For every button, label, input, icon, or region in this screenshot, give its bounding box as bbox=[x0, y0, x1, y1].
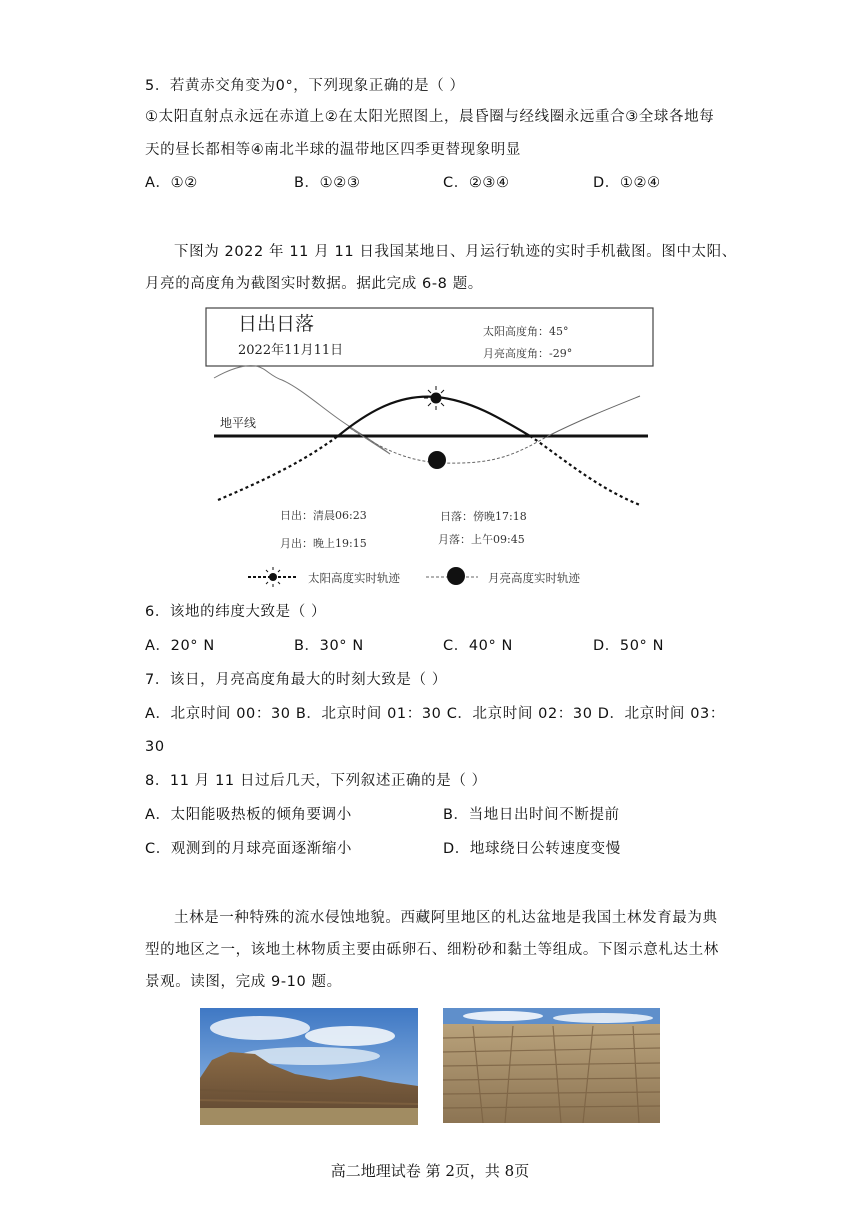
zanda-earth-forest-photo-1 bbox=[200, 1008, 418, 1125]
q7-options-line: A．北京时间 00：30 B．北京时间 01：30 C．北京时间 02：30 D．北京时间 03： bbox=[145, 706, 725, 722]
q6-option-b: B．30° N bbox=[294, 638, 364, 654]
q7-stem: 7．该日，月亮高度角最大的时刻大致是（ ） bbox=[145, 672, 447, 688]
q6-stem: 6．该地的纬度大致是（ ） bbox=[145, 604, 327, 620]
horizon-label: 地平线 bbox=[220, 416, 257, 430]
q8-option-c: C．观测到的月球亮面逐渐缩小 bbox=[145, 841, 353, 857]
sun-trajectory-after-set bbox=[530, 436, 640, 505]
figure-date: 2022年11月11日 bbox=[238, 343, 344, 358]
sunrise-time: 日出：清晨06:23 bbox=[280, 509, 367, 522]
intro2-line1: 土林是一种特殊的流水侵蚀地貌。西藏阿里地区的札达盆地是我国土林发育最为典 bbox=[174, 910, 718, 926]
q5-option-c: C．②③④ bbox=[443, 175, 510, 191]
q5-option-a: A．①② bbox=[145, 175, 198, 191]
intro1-line1: 下图为 2022 年 11 月 11 日我国某地日、月运行轨迹的实时手机截图。图中太阳、 bbox=[174, 244, 737, 260]
q7-options-continued: 30 bbox=[145, 739, 165, 755]
q5-option-d: D．①②④ bbox=[593, 175, 661, 191]
moon-trajectory-above bbox=[548, 396, 640, 436]
q5-option-b: B．①②③ bbox=[294, 175, 361, 191]
intro1-line2: 月亮的高度角为截图实时数据。据此完成 6-8 题。 bbox=[145, 276, 483, 292]
moonset-time: 月落：上午09:45 bbox=[438, 533, 525, 546]
intro2-line2: 型的地区之一，该地土林物质主要由砾卵石、细粉砂和黏土等组成。下图示意札达土林 bbox=[145, 942, 719, 958]
moon-altitude-readout: 月亮高度角：-29° bbox=[483, 347, 573, 360]
q5-statements-line1: ①太阳直射点永远在赤道上②在太阳光照图上，晨昏圈与经线圈永远重合③全球各地每 bbox=[145, 109, 715, 125]
legend-moon-label: 月亮高度实时轨迹 bbox=[488, 571, 580, 585]
zanda-earth-forest-photo-2 bbox=[443, 1008, 660, 1123]
q8-stem: 8．11 月 11 日过后几天，下列叙述正确的是（ ） bbox=[145, 773, 487, 789]
q5-statements-line2: 天的昼长都相等④南北半球的温带地区四季更替现象明显 bbox=[145, 142, 521, 158]
q8-option-a: A．太阳能吸热板的倾角要调小 bbox=[145, 807, 352, 823]
sun-altitude-readout: 太阳高度角：45° bbox=[483, 325, 569, 338]
moon-icon bbox=[428, 451, 446, 469]
q6-option-c: C．40° N bbox=[443, 638, 513, 654]
q8-option-b: B．当地日出时间不断提前 bbox=[443, 807, 620, 823]
intro2-line3: 景观。读图，完成 9-10 题。 bbox=[145, 974, 342, 990]
moon-trajectory-below bbox=[350, 428, 548, 463]
legend-sun-symbol bbox=[248, 567, 298, 587]
terrain-line bbox=[214, 366, 390, 454]
moon-trajectory-set bbox=[350, 428, 390, 454]
moonrise-time: 月出：晚上19:15 bbox=[280, 537, 367, 550]
q8-option-d: D．地球绕日公转速度变慢 bbox=[443, 841, 621, 857]
sun-moon-trajectory-figure bbox=[200, 302, 660, 592]
sun-icon bbox=[424, 386, 448, 410]
q6-option-d: D．50° N bbox=[593, 638, 665, 654]
legend-sun-label: 太阳高度实时轨迹 bbox=[308, 571, 400, 585]
legend-moon-symbol bbox=[426, 567, 478, 585]
q6-option-a: A．20° N bbox=[145, 638, 215, 654]
sun-trajectory-before-rise bbox=[218, 436, 338, 500]
q5-stem: 5．若黄赤交角变为0°，下列现象正确的是（ ） bbox=[145, 78, 465, 94]
sunset-time: 日落：傍晚17:18 bbox=[440, 510, 527, 523]
page-footer: 高二地理试卷 第 2页，共 8页 bbox=[330, 1162, 530, 1180]
figure-title: 日出日落 bbox=[238, 313, 315, 335]
